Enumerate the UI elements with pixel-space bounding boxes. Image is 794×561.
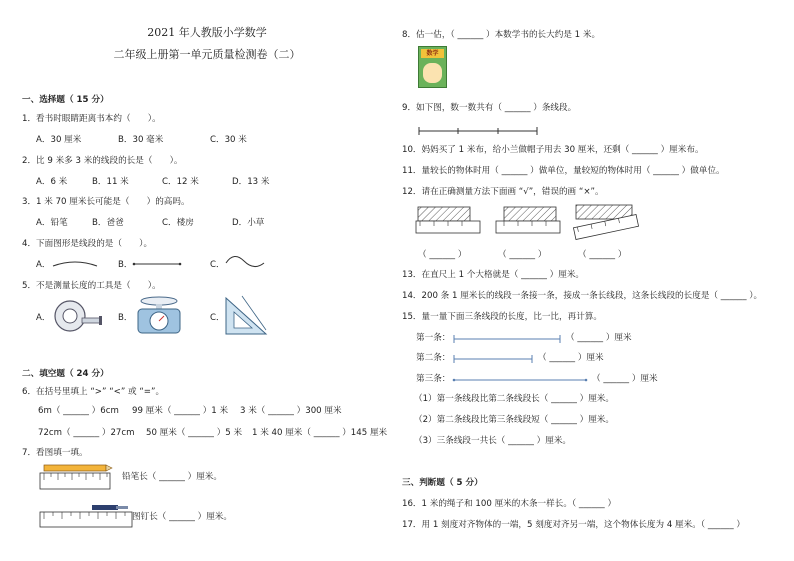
measure-method-3-figure: [572, 203, 642, 243]
q6-item-6: 1 米 40 厘米（ ______ ）145 厘米: [252, 428, 388, 438]
q6-item-3: 3 米（ ______ ）300 厘米: [240, 406, 342, 416]
question-17: 17．用 1 刻度对齐物体的一端，5 刻度对齐另一端，这个物体长度为 4 厘米。（ ______ ）: [402, 520, 745, 530]
question-14: 14．200 条 1 厘米长的线段一条接一条，接成一条长线段，这条长线段的长度是（ ______ ）。: [402, 291, 763, 301]
q4-option-a: A．: [36, 260, 51, 270]
ruler-with-pencil-figure: [40, 463, 112, 491]
question-10: 10．妈妈买了 1 米布，给小兰做帽子用去 30 厘米，还剩（ ______ ）厘米布。: [402, 145, 704, 155]
wavy-line-figure: [224, 251, 266, 271]
question-3: 3．1 米 70 厘米长可能是（ ）的高吗。: [22, 197, 190, 207]
q1-option-a: A．30 厘米: [36, 135, 82, 145]
question-12: 12．请在正确测量方法下面画 “√”，错误的画 “×”。: [402, 187, 604, 197]
question-11: 11．量较长的物体时用（ ______ ）做单位，量较短的物体时用（ ______ ）做单位。: [402, 166, 725, 176]
q3-option-c: C．楼房: [162, 218, 194, 228]
segment-2-figure: [452, 354, 534, 364]
segment-1-length: （ ______ ）厘米: [566, 333, 632, 343]
question-9: 9．如下图，数一数共有（ ______ ）条线段。: [402, 103, 577, 113]
set-square-icon: [222, 294, 270, 336]
question-5: 5．不是测量长度的工具是（ ）。: [22, 281, 161, 291]
question-2: 2．比 9 米多 3 米的线段的长是（ ）。: [22, 156, 183, 166]
q7-pencil-length: 铅笔长（ ______ ）厘米。: [122, 472, 222, 482]
page-title: 2021 年人教版小学数学: [147, 26, 267, 39]
segment-3-length: （ ______ ）厘米: [592, 374, 658, 384]
q2-option-b: B．11 米: [92, 177, 129, 187]
q6-item-5: 50 厘米（ ______ ）5 米: [146, 428, 243, 438]
q2-option-c: C．12 米: [162, 177, 199, 187]
q1-option-b: B．30 毫米: [118, 135, 164, 145]
q2-option-a: A．6 米: [36, 177, 68, 187]
q3-option-d: D．小草: [232, 218, 265, 228]
page-subtitle: 二年级上册第一单元质量检测卷（二）: [113, 48, 301, 61]
question-4: 4．下面图形是线段的是（ ）。: [22, 239, 153, 249]
question-6: 6．在括号里填上 “>” “<” 或 “=”。: [22, 387, 165, 397]
q1-option-c: C．30 米: [210, 135, 247, 145]
question-15: 15．量一量下面三条线段的长度，比一比，再计算。: [402, 312, 602, 322]
question-16: 16．1 米的绳子和 100 厘米的木条一样长。（ ______ ）: [402, 499, 617, 509]
q4-option-c: C．: [210, 260, 225, 270]
question-1: 1．看书时眼睛距离书本约（ ）。: [22, 114, 161, 124]
measure-method-1-figure: [416, 205, 482, 239]
question-13: 13．在直尺上 1 个大格就是（ ______ ）厘米。: [402, 270, 585, 280]
section-choice: 一、选择题（ 15 分）: [22, 95, 109, 105]
segment-1-figure: [452, 334, 562, 344]
question-15-2: （2）第二条线段比第三条线段短（ ______ ）厘米。: [414, 415, 614, 425]
segment-2-length: （ ______ ）厘米: [538, 353, 604, 363]
segment-1-label: 第一条：: [416, 333, 451, 343]
book-label: 数学: [421, 49, 444, 58]
q6-item-1: 6m（ ______ ）6cm: [38, 406, 119, 416]
segment-3-figure: [452, 375, 588, 385]
q6-item-4: 72cm（ ______ ）27cm: [38, 428, 135, 438]
q5-option-b: B．: [118, 313, 133, 323]
question-7: 7．看图填一填。: [22, 448, 88, 458]
q12-answer-2[interactable]: （ ______ ）: [498, 250, 547, 260]
q3-option-a: A．铅笔: [36, 218, 68, 228]
ruler-with-pin-figure: [40, 504, 132, 528]
question-8: 8．估一估，（ ______ ）本数学书的长大约是 1 米。: [402, 30, 601, 40]
book-cover-illustration: [423, 63, 442, 83]
segment-3-label: 第三条：: [416, 374, 451, 384]
section-fill: 二、填空题（ 24 分）: [22, 369, 109, 379]
tape-measure-icon: [52, 298, 104, 334]
section-judge: 三、判断题（ 5 分）: [402, 478, 483, 488]
segment-2-label: 第二条：: [416, 353, 451, 363]
q12-answer-3[interactable]: （ ______ ）: [578, 250, 627, 260]
q5-option-a: A．: [36, 313, 51, 323]
measure-method-2-figure: [496, 205, 562, 239]
kitchen-scale-icon: [130, 296, 188, 336]
q4-option-b: B．: [118, 260, 133, 270]
curved-line-figure: [52, 258, 98, 270]
q6-item-2: 99 厘米（ ______ ）1 米: [132, 406, 229, 416]
q7-pin-length: 图钉长（ ______ ）厘米。: [132, 512, 232, 522]
line-segment-figure: [132, 258, 182, 270]
math-book-image: [418, 46, 447, 88]
question-15-1: （1）第一条线段比第二条线段长（ ______ ）厘米。: [414, 394, 614, 404]
segment-count-figure: [418, 126, 538, 136]
q3-option-b: B．爸爸: [92, 218, 124, 228]
q2-option-d: D．13 米: [232, 177, 270, 187]
question-15-3: （3）三条线段一共长（ ______ ）厘米。: [414, 436, 572, 446]
q12-answer-1[interactable]: （ ______ ）: [418, 250, 467, 260]
q5-option-c: C．: [210, 313, 225, 323]
